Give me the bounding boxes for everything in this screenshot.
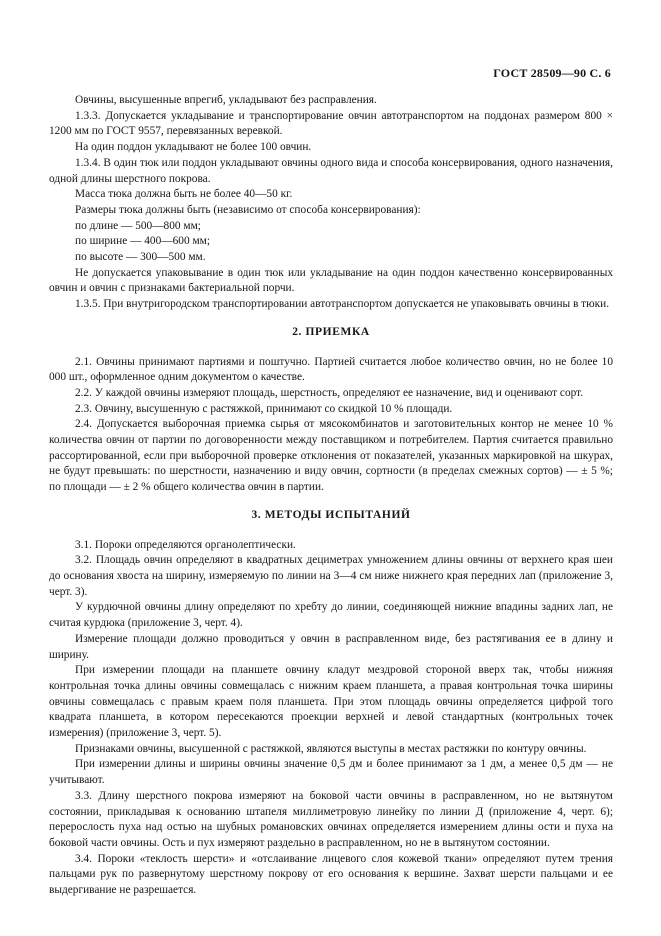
section-title-test-methods: 3. МЕТОДЫ ИСПЫТАНИЙ bbox=[251, 508, 411, 521]
paragraph: по ширине — 400—600 мм; bbox=[75, 235, 210, 248]
paragraph: При измерении площади на планшете овчину кладут мездровой стороной вверх так, чтобы нижняя контрольная точка длины овчины совмещалась с нижним краем планшета, а правая контрольная точка ширины овчины совмещалась с правым краем поля планшета. При этом площадь овчины определяется цифрой того квадрата планшета, в котором пересекаются проекции верхней и левой стандартных (контрольных точек измерения) (приложение 3, черт. 5). bbox=[49, 664, 613, 740]
paragraph: 2.1. Овчины принимают партиями и поштучно. Партией считается любое количество овчин, но не более 10 000 шт., оформленное одним документом о качестве. bbox=[49, 355, 613, 384]
page-header-doc-ref: ГОСТ 28509—90 С. 6 bbox=[493, 66, 611, 80]
paragraph: 3.3. Длину шерстного покрова измеряют на боковой части овчины в расправленном, но не вытянутом состоянии, прикладывая к основанию штапеля миллиметровую линейку по линии Д (приложение 4, черт. 6); перерослость пуха над остью на шубных романовских овчинах определяется измерением длины ости и пуха на боковой части овчины. Ость и пух измеряют раздельно в расправленном, но не в вытянутом состоянии. bbox=[49, 789, 613, 849]
paragraph: 3.2. Площадь овчин определяют в квадратных дециметрах умножением длины овчины от верхнего края шеи до основания хвоста на ширину, измеряемую по линии на 3—4 см ниже нижнего края передних лап (приложение 3, черт. 3). bbox=[49, 554, 613, 598]
paragraph: по длине — 500—800 мм; bbox=[75, 219, 201, 232]
paragraph: 1.3.3. Допускается укладывание и транспортирование овчин автотранспортом на поддонах размером 800 × 1200 мм по ГОСТ 9557, перевязанных веревкой. bbox=[49, 109, 613, 138]
paragraph: 3.4. Пороки «теклость шерсти» и «отслаивание лицевого слоя кожевой ткани» определяют путем трения пальцами рук по развернутому шерстному покрову от его основания к вершине. Захват шерсти пальцами и ее выдергивание не разрешается. bbox=[49, 852, 613, 897]
paragraph: 2.4. Допускается выборочная приемка сырья от мясокомбинатов и заготовительных контор не менее 10 % количества овчин от партии по договоренности между поставщиком и потребителем. Партия считается правильно рассортированной, если при выборочной проверке отклонения от показателей, указанных маркировкой на шкурах, не будут превышать: по шерстности, назначению и виду овчин, сортности (в пределах смежных сортов) — ± 5 %; по площади — ± 2 % общего количества овчин в партии. bbox=[49, 418, 613, 494]
paragraph: При измерении длины и ширины овчины значение 0,5 дм и более принимают за 1 дм, а менее 0,5 дм — не учитывают. bbox=[49, 758, 613, 787]
paragraph: Размеры тюка должны быть (независимо от способа консервирования): bbox=[75, 203, 421, 216]
document-body bbox=[49, 93, 613, 899]
paragraph: Овчины, высушенные впрегиб, укладывают без расправления. bbox=[75, 94, 377, 106]
paragraph: У курдючной овчины длину определяют по хребту до линии, соединяющей нижние впадины задних лап, не считая курдюка (приложение 3, черт. 4). bbox=[49, 601, 613, 630]
paragraph: Признаками овчины, высушенной с растяжкой, являются выступы в местах растяжки по контуру овчины. bbox=[75, 742, 587, 755]
section-title-acceptance: 2. ПРИЕМКА bbox=[292, 325, 370, 338]
paragraph: по высоте — 300—500 мм. bbox=[75, 251, 206, 264]
paragraph: 1.3.4. В один тюк или поддон укладывают овчины одного вида и способа консервирования, одного назначения, одной длины шерстного покрова. bbox=[49, 156, 613, 185]
paragraph: Не допускается упаковывание в один тюк или укладывание на один поддон качественно консервированных овчин и овчин с признаками бактериальной порчи. bbox=[49, 266, 613, 295]
paragraph: 3.1. Пороки определяются органолептически. bbox=[75, 538, 296, 551]
paragraph: На один поддон укладывают не более 100 овчин. bbox=[75, 141, 312, 154]
paragraph: Масса тюка должна быть не более 40—50 кг. bbox=[75, 188, 293, 201]
paragraph: 2.2. У каждой овчины измеряют площадь, шерстность, определяют ее назначение, вид и оценивают сорт. bbox=[75, 386, 584, 399]
paragraph: 1.3.5. При внутригородском транспортировании автотранспортом допускается не упаковывать овчины в тюки. bbox=[75, 298, 610, 311]
paragraph: Измерение площади должно проводиться у овчин в расправленном виде, без растягивания ее в длину и ширину. bbox=[49, 632, 613, 661]
paragraph: 2.3. Овчину, высушенную с растяжкой, принимают со скидкой 10 % площади. bbox=[75, 402, 453, 415]
